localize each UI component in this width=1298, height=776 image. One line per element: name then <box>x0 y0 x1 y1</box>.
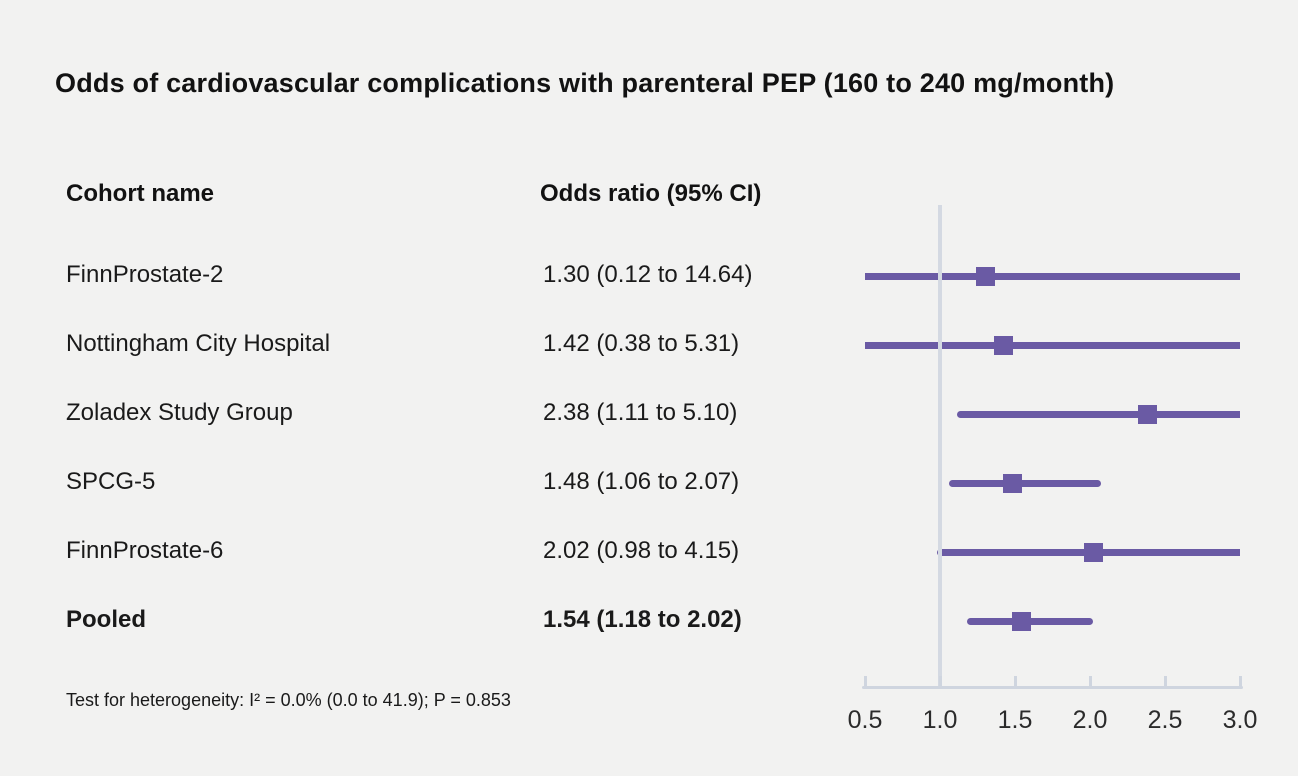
x-axis-line <box>862 686 1243 689</box>
heterogeneity-footnote: Test for heterogeneity: I² = 0.0% (0.0 to 41.9); P = 0.853 <box>66 690 511 710</box>
cohort-label: Zoladex Study Group <box>66 399 293 426</box>
odds-ratio-value: 1.54 (1.18 to 2.02) <box>543 606 742 633</box>
estimate-marker <box>1012 612 1031 631</box>
chart-title: Odds of cardiovascular complications with parenteral PEP (160 to 240 mg/month) <box>55 68 1115 98</box>
cohort-label: Nottingham City Hospital <box>66 330 331 357</box>
axis-tick-label: 3.0 <box>1222 706 1258 734</box>
axis-tick <box>1089 676 1092 687</box>
cohort-label: FinnProstate-2 <box>66 261 224 288</box>
estimate-marker <box>1138 405 1157 424</box>
estimate-marker <box>1084 543 1103 562</box>
odds-ratio-value: 1.42 (0.38 to 5.31) <box>543 330 740 357</box>
ci-line <box>865 342 1240 349</box>
axis-tick-label: 2.0 <box>1072 706 1108 734</box>
reference-line-or-1 <box>938 205 942 688</box>
axis-tick <box>1014 676 1017 687</box>
axis-tick-label: 1.5 <box>997 706 1033 734</box>
axis-tick-label: 1.0 <box>922 706 958 734</box>
ci-line <box>865 273 1240 280</box>
axis-tick-label: 0.5 <box>847 706 883 734</box>
estimate-marker <box>1003 474 1022 493</box>
cohort-label: SPCG-5 <box>66 468 156 495</box>
axis-tick-label: 2.5 <box>1147 706 1183 734</box>
ci-line <box>957 411 1241 418</box>
estimate-marker <box>994 336 1013 355</box>
column-header-odds-ratio: Odds ratio (95% CI) <box>540 180 762 207</box>
axis-tick <box>864 676 867 687</box>
column-header-cohort-name: Cohort name <box>66 180 215 207</box>
odds-ratio-value: 2.02 (0.98 to 4.15) <box>543 537 740 564</box>
cohort-label: FinnProstate-6 <box>66 537 224 564</box>
odds-ratio-value: 1.30 (0.12 to 14.64) <box>543 261 753 288</box>
ci-line <box>949 480 1101 487</box>
axis-tick <box>939 676 942 687</box>
axis-tick <box>1164 676 1167 687</box>
estimate-marker <box>976 267 995 286</box>
axis-tick <box>1239 676 1242 687</box>
cohort-label: Pooled <box>66 606 147 633</box>
odds-ratio-value: 1.48 (1.06 to 2.07) <box>543 468 740 495</box>
odds-ratio-value: 2.38 (1.11 to 5.10) <box>543 399 738 426</box>
